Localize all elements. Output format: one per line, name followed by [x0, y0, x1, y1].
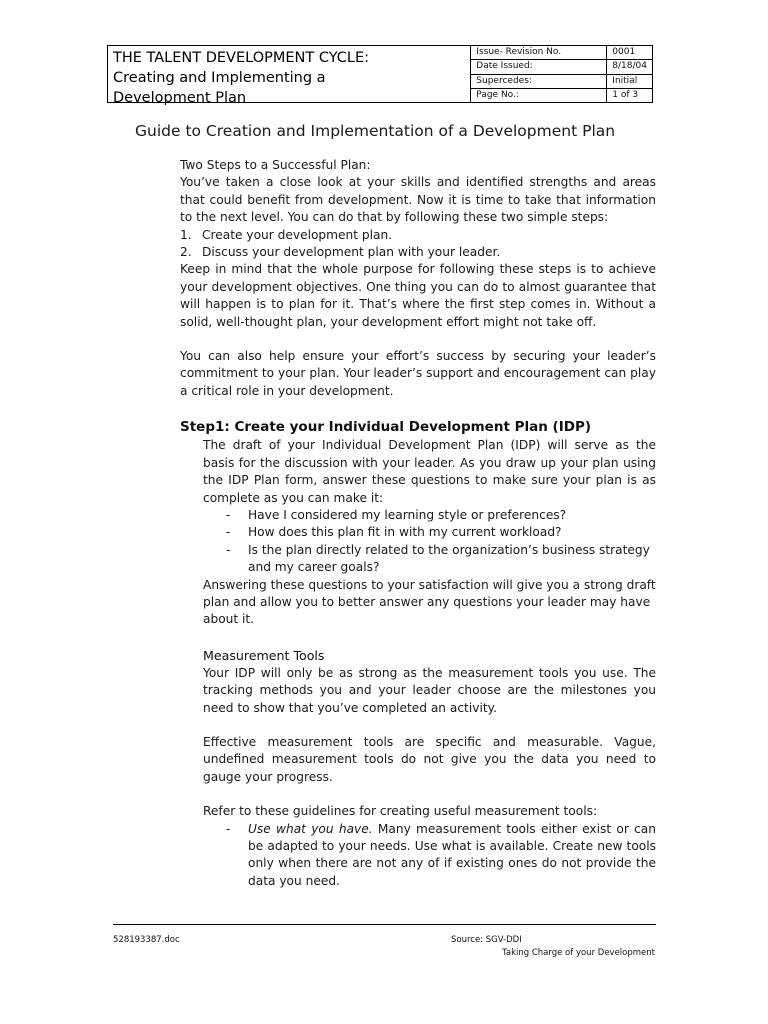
guideline-lead: Use what you have.	[248, 821, 373, 836]
meta-value: 1 of 3	[612, 89, 639, 100]
step1-paragraph: Answering these questions to your satisfaction will give you a strong draft plan and allow you to better answer any questions your leader may have about it.	[203, 577, 656, 627]
header-meta-row	[471, 75, 652, 89]
footer-rule	[113, 924, 656, 925]
meta-value: Initial	[612, 75, 638, 86]
footer-tagline: Taking Charge of your Development	[502, 948, 655, 958]
question-list-item	[226, 524, 656, 541]
measurement-paragraph: Effective measurement tools are specific and measurable. Vague, undefined measurement tools do not give you the data you need to gauge your progress.	[203, 734, 656, 784]
header-meta-table	[471, 46, 652, 102]
header-title-line: Creating and Implementing a	[113, 70, 326, 86]
intro-paragraph: You can also help ensure your effort’s success by securing your leader’s commitment to your plan. Your leader’s support and encouragement can play a critical role in your development.	[180, 349, 656, 398]
question-list-item	[226, 542, 656, 577]
bullet-dash: -	[226, 821, 231, 836]
intro-heading: Two Steps to a Successful Plan:	[180, 158, 371, 172]
step-number: 2.	[180, 245, 192, 260]
intro-paragraph: Keep in mind that the whole purpose for following these steps is to achieve your development objectives. One thing you can do to almost guarantee that will happen is to plan for it. That’s where the first step comes in. Without a solid, well-thought plan, your development effort might not take off.	[180, 262, 656, 329]
bullet-dash: -	[226, 542, 231, 557]
header-meta-row	[471, 89, 652, 102]
document-title: Guide to Creation and Implementation of a Development Plan	[135, 122, 616, 140]
guideline-body: Many measurement tools either exist or can be adapted to your needs. Use what is available. Create new tools only when there are not any of if existing ones do not provide the data you need.	[248, 821, 656, 888]
question-list-item	[226, 507, 656, 524]
intro-paragraph: You’ve taken a close look at your skills and identified strengths and areas that could benefit from development. Now it is time to take that information to the next level. You can do that by following these two simple steps:	[180, 175, 656, 225]
meta-label: Issue- Revision No.	[471, 46, 607, 59]
step1-heading: Step1: Create your Individual Development Plan (IDP)	[180, 419, 592, 436]
meta-value: 0001	[612, 47, 636, 57]
question-text: Have I considered my learning style or preferences?	[248, 507, 567, 522]
guideline-list-item	[226, 821, 656, 891]
header-meta-row	[471, 60, 652, 74]
step-text: Create your development plan.	[202, 227, 393, 242]
footer-filename: 528193387.doc	[113, 935, 180, 945]
step-list-item	[180, 244, 656, 261]
step-text: Discuss your development plan with your leader.	[202, 245, 501, 260]
document-header-box	[107, 45, 653, 106]
bullet-dash: -	[226, 525, 231, 540]
header-title-line: THE TALENT DEVELOPMENT CYCLE:	[113, 50, 370, 66]
guideline-text	[248, 821, 656, 891]
header-meta-row	[471, 46, 652, 60]
measurement-paragraph: Your IDP will only be as strong as the measurement tools you use. The tracking methods you and your leader choose are the milestones you need to show that you’ve completed an activity.	[203, 665, 656, 715]
measurement-paragraph: Refer to these guidelines for creating useful measurement tools:	[203, 804, 598, 819]
meta-label: Supercedes:	[471, 75, 607, 88]
meta-value: 8/18/04	[612, 61, 647, 72]
meta-label: Page No.:	[471, 89, 607, 102]
meta-label: Date Issued:	[471, 60, 607, 73]
question-text: How does this plan fit in with my current workload?	[248, 525, 562, 540]
step-number: 1.	[180, 227, 192, 242]
step-list-item	[180, 227, 656, 244]
question-text: Is the plan directly related to the organization’s business strategy and my career goals?	[248, 542, 650, 575]
document-body	[180, 157, 656, 890]
header-title	[108, 46, 471, 106]
step1-paragraph: The draft of your Individual Development Plan (IDP) will serve as the basis for the discussion with your leader. As you draw up your plan using the IDP Plan form, answer these questions to make sure your plan is as complete as you can make it:	[203, 438, 656, 505]
header-title-line: Development Plan	[113, 90, 247, 106]
bullet-dash: -	[226, 507, 231, 522]
footer-source: Source: SGV-DDI	[451, 935, 522, 945]
measurement-heading: Measurement Tools	[203, 647, 325, 663]
